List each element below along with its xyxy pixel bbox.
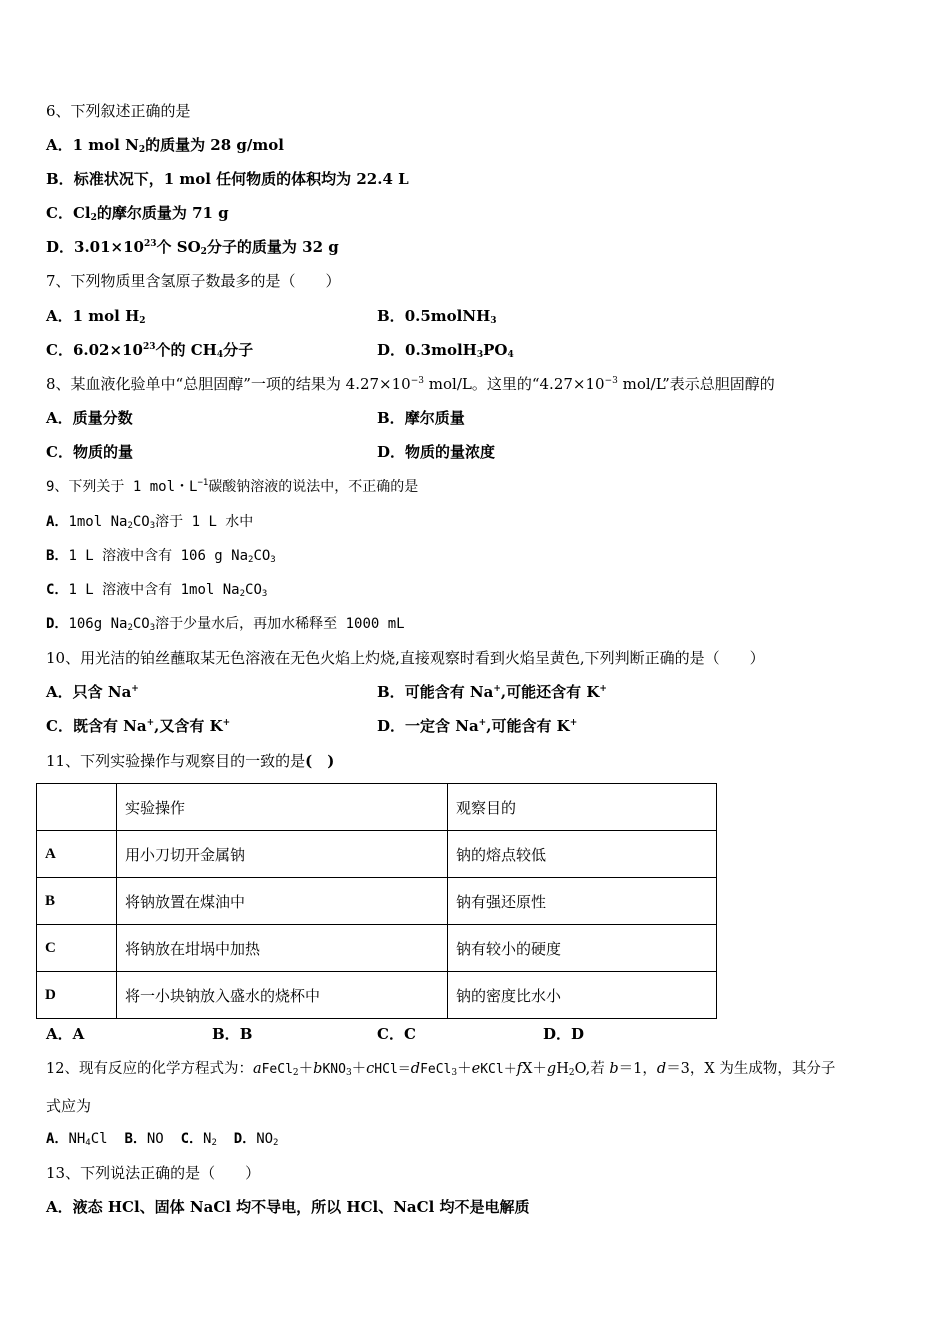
q11-stem: 11、下列实验操作与观察目的一致的是( ) bbox=[46, 752, 335, 770]
q10-option-d: D．一定含 Na+,可能含有 K+ bbox=[377, 717, 578, 735]
q12-stem: 12、现有反应的化学方程式为：$aFeCl_2+bKNO_3+cHCl=dFeCl_3+eKCl+fX+gH_2O$,若 b＝1，d＝3，X 为生成物，其分子 bbox=[46, 1061, 836, 1078]
q8-option-a: A．质量分数 bbox=[46, 409, 133, 427]
q9-option-d: D．106g $Na_2CO_3$溶于少量水后，再加水稀释至 1000 mL bbox=[46, 616, 405, 633]
q13-stem: 13、下列说法正确的是（ ） bbox=[46, 1164, 261, 1182]
table-row bbox=[37, 925, 717, 972]
table-cell: A bbox=[37, 831, 117, 878]
table-header-cell: 观察目的 bbox=[448, 784, 717, 831]
table-header-cell bbox=[37, 784, 117, 831]
q11-table bbox=[36, 783, 717, 1019]
q9-option-a: A．1mol $Na_2CO_3$溶于 1 L 水中 bbox=[46, 514, 254, 531]
table-cell: 钠有较小的硬度 bbox=[448, 925, 717, 972]
q13-option-a: A．液态 HCl、固体 NaCl 均不导电，所以 HCl、NaCl 均不是电解质 bbox=[46, 1198, 530, 1216]
table-cell: 钠的熔点较低 bbox=[448, 831, 717, 878]
table-cell: D bbox=[37, 972, 117, 1019]
table-cell: 将钠放置在煤油中 bbox=[117, 878, 448, 925]
table-cell: 将钠放在坩埚中加热 bbox=[117, 925, 448, 972]
table-header-row bbox=[37, 784, 717, 831]
q7-stem: 7、下列物质里含氢原子数最多的是（ ） bbox=[46, 272, 341, 290]
q9-option-c: C．1 L 溶液中含有 1mol $Na_2CO_3$ bbox=[46, 582, 268, 599]
table-cell: 钠有强还原性 bbox=[448, 878, 717, 925]
table-cell: 用小刀切开金属钠 bbox=[117, 831, 448, 878]
q6-option-d: D．$3.01\times 10^{23}$个 $SO_2$分子的质量为 32 g bbox=[46, 238, 339, 257]
q7-option-d: D．$0.3molH_3PO_4$ bbox=[377, 341, 514, 360]
q11-option-b: B．B bbox=[212, 1025, 253, 1043]
q12-options: A．$NH_4Cl$ B．NO C．$N_2$ D．$NO_2$ bbox=[46, 1131, 279, 1148]
q9-stem: 9、下列关于 1 mol・$L^{-1}$碳酸钠溶液的说法中，不正确的是 bbox=[46, 478, 419, 495]
q10-option-c: C．既含有 Na+,又含有 K+ bbox=[46, 717, 231, 735]
q6-option-b: B．标准状况下，1 mol 任何物质的体积均为 22.4 L bbox=[46, 170, 409, 188]
q10-option-b: B．可能含有 Na+,可能还含有 K+ bbox=[377, 683, 607, 701]
q11-option-a: A．A bbox=[46, 1025, 85, 1043]
q10-stem: 10、用光洁的铂丝蘸取某无色溶液在无色火焰上灼烧,直接观察时看到火焰呈黄色,下列判断正确的是（ ） bbox=[46, 649, 765, 667]
table-cell: B bbox=[37, 878, 117, 925]
table-cell: C bbox=[37, 925, 117, 972]
q11-option-c: C．C bbox=[377, 1025, 416, 1043]
q7-option-a: A．1 mol $H_2$ bbox=[46, 307, 146, 326]
q6-option-a: A．1 mol $N_2$的质量为 28 g/mol bbox=[46, 136, 284, 155]
q7-option-b: B．0.5molNH$_3$ bbox=[377, 307, 497, 326]
q11-option-d: D．D bbox=[543, 1025, 585, 1043]
q7-option-c: C．$6.02\times 10^{23}$个的 $CH_4$分子 bbox=[46, 341, 254, 360]
table-header-cell: 实验操作 bbox=[117, 784, 448, 831]
table-row bbox=[37, 831, 717, 878]
table-row bbox=[37, 972, 717, 1019]
q6-option-c: C．$Cl_2$的摩尔质量为 71 g bbox=[46, 204, 229, 223]
q10-option-a: A．只含 Na+ bbox=[46, 683, 139, 701]
q8-option-d: D．物质的量浓度 bbox=[377, 443, 496, 461]
q12-stem-cont: 式应为 bbox=[46, 1097, 92, 1115]
table-cell: 将一小块钠放入盛水的烧杯中 bbox=[117, 972, 448, 1019]
q8-stem: 8、某血液化验单中“总胆固醇”一项的结果为 $4.27\times 10^{-3}$ mol/L。这里的“$4.27\times 10^{-3}$ mol/L”表示总胆固醇的 bbox=[46, 375, 775, 393]
q6-stem: 6、下列叙述正确的是 bbox=[46, 102, 191, 120]
q9-option-b: B．1 L 溶液中含有 106 g $Na_2CO_3$ bbox=[46, 548, 276, 565]
table-row bbox=[37, 878, 717, 925]
q8-option-c: C．物质的量 bbox=[46, 443, 133, 461]
table-cell: 钠的密度比水小 bbox=[448, 972, 717, 1019]
q8-option-b: B．摩尔质量 bbox=[377, 409, 465, 427]
